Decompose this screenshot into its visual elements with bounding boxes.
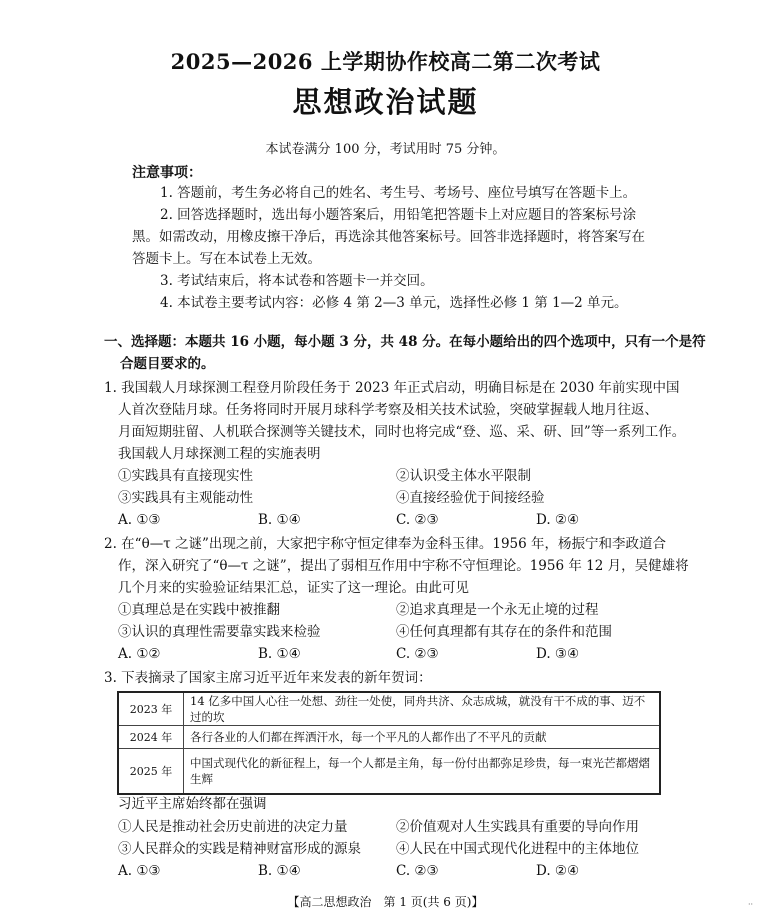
corner-mark: ··: [748, 900, 754, 909]
q2-choice-b[interactable]: B. ①④: [258, 646, 301, 662]
q1-choice-a[interactable]: A. ①③: [118, 512, 161, 528]
table-year: 2025 年: [118, 749, 184, 795]
notice-line: 黑。如需改动，用橡皮擦干净后，再选涂其他答案标号。回答非选择题时，将答案写在: [132, 229, 645, 245]
table-quote: 14 亿多中国人心往一处想、劲往一处使，同舟共济、众志成城，就没有干不成的事、迈不过的坎: [184, 692, 661, 726]
q2-statement-4: ④任何真理都有其存在的条件和范围: [396, 624, 612, 640]
exam-meta: 本试卷满分 100 分，考试用时 75 分钟。: [265, 142, 506, 157]
notice-line: 3. 考试结束后，将本试卷和答题卡一并交回。: [160, 273, 434, 289]
q1-choice-c[interactable]: C. ②③: [396, 512, 439, 528]
q1-statement-4: ④直接经验优于间接经验: [396, 490, 545, 506]
question-3-prompt: 习近平主席始终都在强调: [118, 796, 267, 812]
question-2-stem: 几个月来的实验验证结果汇总，证实了这一理论。由此可见: [118, 580, 469, 596]
q2-statement-3: ③认识的真理性需要靠实践来检验: [118, 624, 321, 640]
subject-title: 思想政治试题: [292, 85, 479, 119]
table-quote: 中国式现代化的新征程上，每一个人都是主角，每一份付出都弥足珍贵，每一束光芒都熠熠生辉: [184, 749, 661, 795]
q1-statement-2: ②认识受主体水平限制: [396, 468, 531, 484]
q3-choice-d[interactable]: D. ②④: [536, 863, 580, 879]
question-1-stem: 人首次登陆月球。任务将同时开展月球科学考察及相关技术试验，突破掌握载人地月往返、: [118, 402, 658, 418]
q3-choice-b[interactable]: B. ①④: [258, 863, 301, 879]
notice-line: 2. 回答选择题时，选出每小题答案后，用铅笔把答题卡上对应题目的答案标号涂: [160, 207, 637, 223]
question-1-stem: 我国载人月球探测工程的实施表明: [118, 446, 321, 462]
q3-statement-1: ①人民是推动社会历史前进的决定力量: [118, 819, 348, 835]
q3-statement-4: ④人民在中国式现代化进程中的主体地位: [396, 841, 639, 857]
question-2-stem: 作，深入研究了“θ—τ 之谜”，提出了弱相互作用中宇称不守恒理论。1956 年 12 月，吴健雄将: [118, 558, 689, 574]
question-1-stem: 月面短期驻留、人机联合探测等关键技术，同时也将完成“登、巡、采、研、回”等一系列工作。: [118, 424, 686, 440]
q3-statement-3: ③人民群众的实践是精神财富形成的源泉: [118, 841, 361, 857]
new-year-address-table: [117, 691, 661, 795]
table-row: [118, 726, 660, 749]
q3-choice-c[interactable]: C. ②③: [396, 863, 439, 879]
q2-choice-d[interactable]: D. ③④: [536, 646, 580, 662]
q2-statement-1: ①真理总是在实践中被推翻: [118, 602, 280, 618]
table-row: [118, 749, 660, 795]
section-heading-cont: 合题目要求的。: [120, 356, 215, 372]
question-2-stem: 2. 在“θ—τ 之谜”出现之前，大家把宇称守恒定律奉为金科玉律。1956 年，杨振宁和李政道合: [104, 536, 667, 552]
q1-choice-b[interactable]: B. ①④: [258, 512, 301, 528]
question-1-stem: 1. 我国载人月球探测工程登月阶段任务于 2023 年正式启动，明确目标是在 2030 年前实现中国: [104, 380, 680, 396]
q3-statement-2: ②价值观对人生实践具有重要的导向作用: [396, 819, 639, 835]
notice-line: 答题卡上。写在本试卷上无效。: [132, 251, 321, 267]
q2-statement-2: ②追求真理是一个永无止境的过程: [396, 602, 599, 618]
q3-choice-a[interactable]: A. ①③: [118, 863, 161, 879]
notice-line: 1. 答题前，考生务必将自己的姓名、考生号、考场号、座位号填写在答题卡上。: [160, 185, 637, 201]
q2-choice-a[interactable]: A. ①②: [118, 646, 161, 662]
notice-line: 4. 本试卷主要考试内容：必修 4 第 2—3 单元，选择性必修 1 第 1—2 单元。: [160, 295, 628, 311]
q1-choice-d[interactable]: D. ②④: [536, 512, 580, 528]
q2-choice-c[interactable]: C. ②③: [396, 646, 439, 662]
page-footer: 【高二思想政治 第 1 页(共 6 页)】: [287, 895, 484, 909]
table-year: 2024 年: [118, 726, 184, 749]
table-year: 2023 年: [118, 692, 184, 726]
notice-heading: 注意事项：: [132, 165, 202, 181]
q1-statement-3: ③实践具有主观能动性: [118, 490, 253, 506]
q1-statement-1: ①实践具有直接现实性: [118, 468, 253, 484]
table-quote: 各行各业的人们都在挥洒汗水，每一个平凡的人都作出了不平凡的贡献: [184, 726, 661, 749]
question-3-stem: 3. 下表摘录了国家主席习近平近年来发表的新年贺词：: [104, 670, 432, 686]
table-row: [118, 692, 660, 726]
exam-title: 2025—2026 上学期协作校高二第二次考试: [170, 49, 601, 74]
section-heading: 一、选择题：本题共 16 小题，每小题 3 分，共 48 分。在每小题给出的四个选项中，只有一个是符: [104, 334, 706, 350]
